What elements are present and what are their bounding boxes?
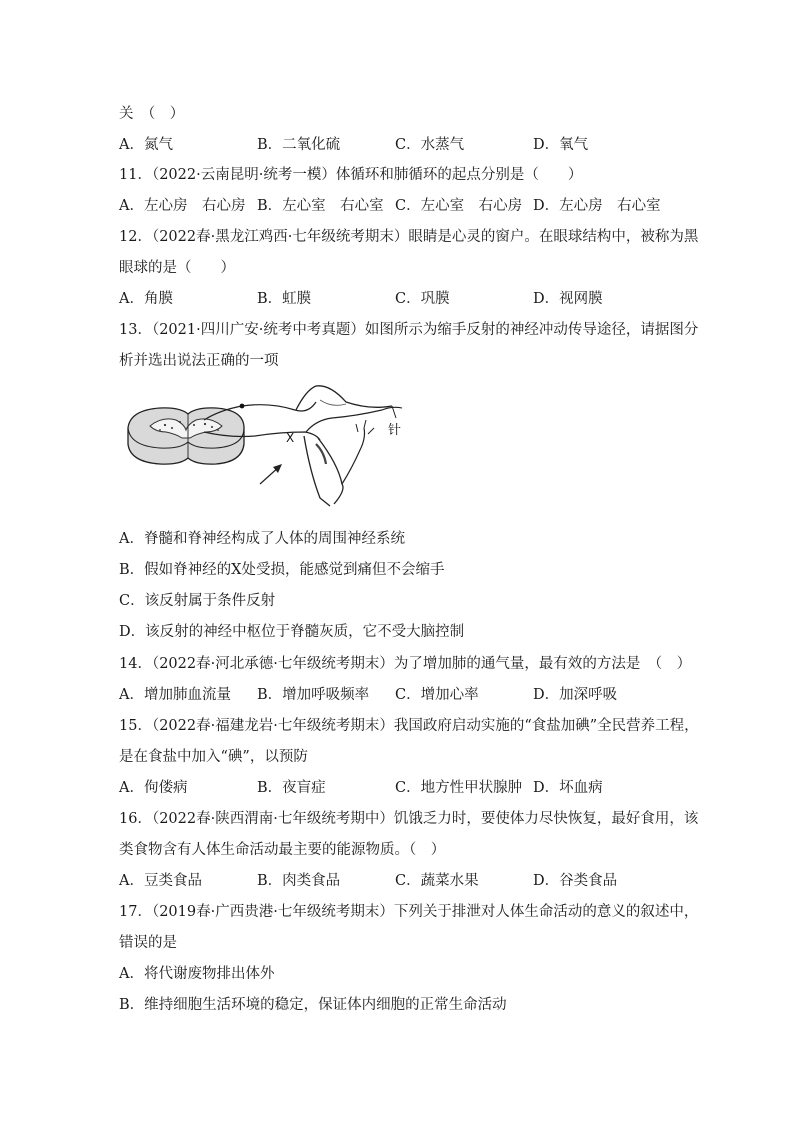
q15-option-c[interactable]: C．地方性甲状腺肿 — [395, 780, 523, 796]
q10-stem-tail: 关 （ ） — [119, 106, 185, 122]
q12-option-a[interactable]: A．角膜 — [119, 291, 173, 307]
q14-option-a[interactable]: A．增加肺血流量 — [119, 687, 231, 703]
q16-option-a[interactable]: A．豆类食品 — [119, 873, 202, 889]
q10-option-b[interactable]: B．二氧化硫 — [257, 137, 341, 153]
q14-stem: 14．（2022春·河北承德·七年级统考期末）为了增加肺的通气量，最有效的方法是 （ ） — [119, 656, 692, 672]
q16-stem-line2: 类食物含有人体生命活动最主要的能源物质。（ ） — [119, 842, 446, 858]
q15-stem-line1: 15．（2022春·福建龙岩·七年级统考期末）我国政府启动实施的“食盐加碘”全民营养工程， — [119, 718, 699, 734]
q12-options — [119, 289, 679, 309]
q15-option-d[interactable]: D．坏血病 — [533, 780, 603, 796]
q10-option-c[interactable]: C．水蒸气 — [395, 137, 465, 153]
q15-option-a[interactable]: A．佝偻病 — [119, 780, 188, 796]
q17-option-b[interactable]: B．维持细胞生活环境的稳定，保证体内细胞的正常生命活动 — [119, 997, 507, 1013]
figure-label-x: X — [286, 431, 295, 445]
q11-option-c[interactable]: C．左心室 右心房 — [395, 198, 523, 214]
q15-option-b[interactable]: B．夜盲症 — [257, 780, 326, 796]
q12-option-d[interactable]: D．视网膜 — [533, 291, 603, 307]
q13-stem-line1: 13．（2021·四川广安·统考中考真题）如图所示为缩手反射的神经冲动传导途径，请据图分 — [119, 322, 699, 338]
q16-option-d[interactable]: D．谷类食品 — [533, 873, 618, 889]
q13-option-a[interactable]: A．脊髓和脊神经构成了人体的周围神经系统 — [119, 531, 405, 547]
q12-option-b[interactable]: B．虹膜 — [257, 291, 312, 307]
q12-stem-line1: 12．（2022春·黑龙江鸡西·七年级统考期末）眼睛是心灵的窗户。在眼球结构中，被称为黑 — [119, 229, 699, 245]
q16-option-b[interactable]: B．肉类食品 — [257, 873, 341, 889]
q16-option-c[interactable]: C．蔬菜水果 — [395, 873, 479, 889]
q15-options — [119, 778, 679, 798]
q14-options — [119, 685, 679, 705]
q11-option-d[interactable]: D．左心房 右心室 — [533, 198, 661, 214]
q17-stem-line1: 17．（2019春·广西贵港·七年级统考期末）下列关于排泄对人体生命活动的意义的叙述中， — [119, 904, 699, 920]
q15-stem-line2: 是在食盐中加入“碘”，以预防 — [119, 749, 308, 765]
q14-option-c[interactable]: C．增加心率 — [395, 687, 479, 703]
q17-option-a[interactable]: A．将代谢废物排出体外 — [119, 966, 275, 982]
q13-option-b[interactable]: B．假如脊神经的X处受损，能感觉到痛但不会缩手 — [119, 562, 445, 578]
q10-option-a[interactable]: A．氮气 — [119, 137, 173, 153]
q13-option-c[interactable]: C．该反射属于条件反射 — [119, 593, 276, 609]
q12-stem-line2: 眼球的是（ ） — [119, 260, 235, 276]
q11-stem: 11．（2022·云南昆明·统考一模）体循环和肺循环的起点分别是（ ） — [119, 167, 583, 183]
q17-stem-line2: 错误的是 — [119, 935, 177, 951]
q10-options — [119, 135, 679, 155]
q16-options — [119, 871, 679, 891]
q10-option-d[interactable]: D．氧气 — [533, 137, 589, 153]
reflex-arc-figure — [120, 380, 420, 510]
q12-option-c[interactable]: C．巩膜 — [395, 291, 450, 307]
q11-option-b[interactable]: B．左心室 右心室 — [257, 198, 384, 214]
q13-option-d[interactable]: D．该反射的神经中枢位于脊髓灰质，它不受大脑控制 — [119, 624, 465, 640]
q11-options — [119, 196, 679, 216]
figure-label-needle: 针 — [388, 423, 402, 438]
q14-option-d[interactable]: D．加深呼吸 — [533, 687, 618, 703]
q16-stem-line1: 16．（2022春·陕西渭南·七年级统考期中）饥饿乏力时，要使体力尽快恢复，最好食用，该 — [119, 811, 699, 827]
q11-option-a[interactable]: A．左心房 右心房 — [119, 198, 246, 214]
q14-option-b[interactable]: B．增加呼吸频率 — [257, 687, 370, 703]
q13-stem-line2: 析并选出说法正确的一项 — [119, 353, 279, 369]
